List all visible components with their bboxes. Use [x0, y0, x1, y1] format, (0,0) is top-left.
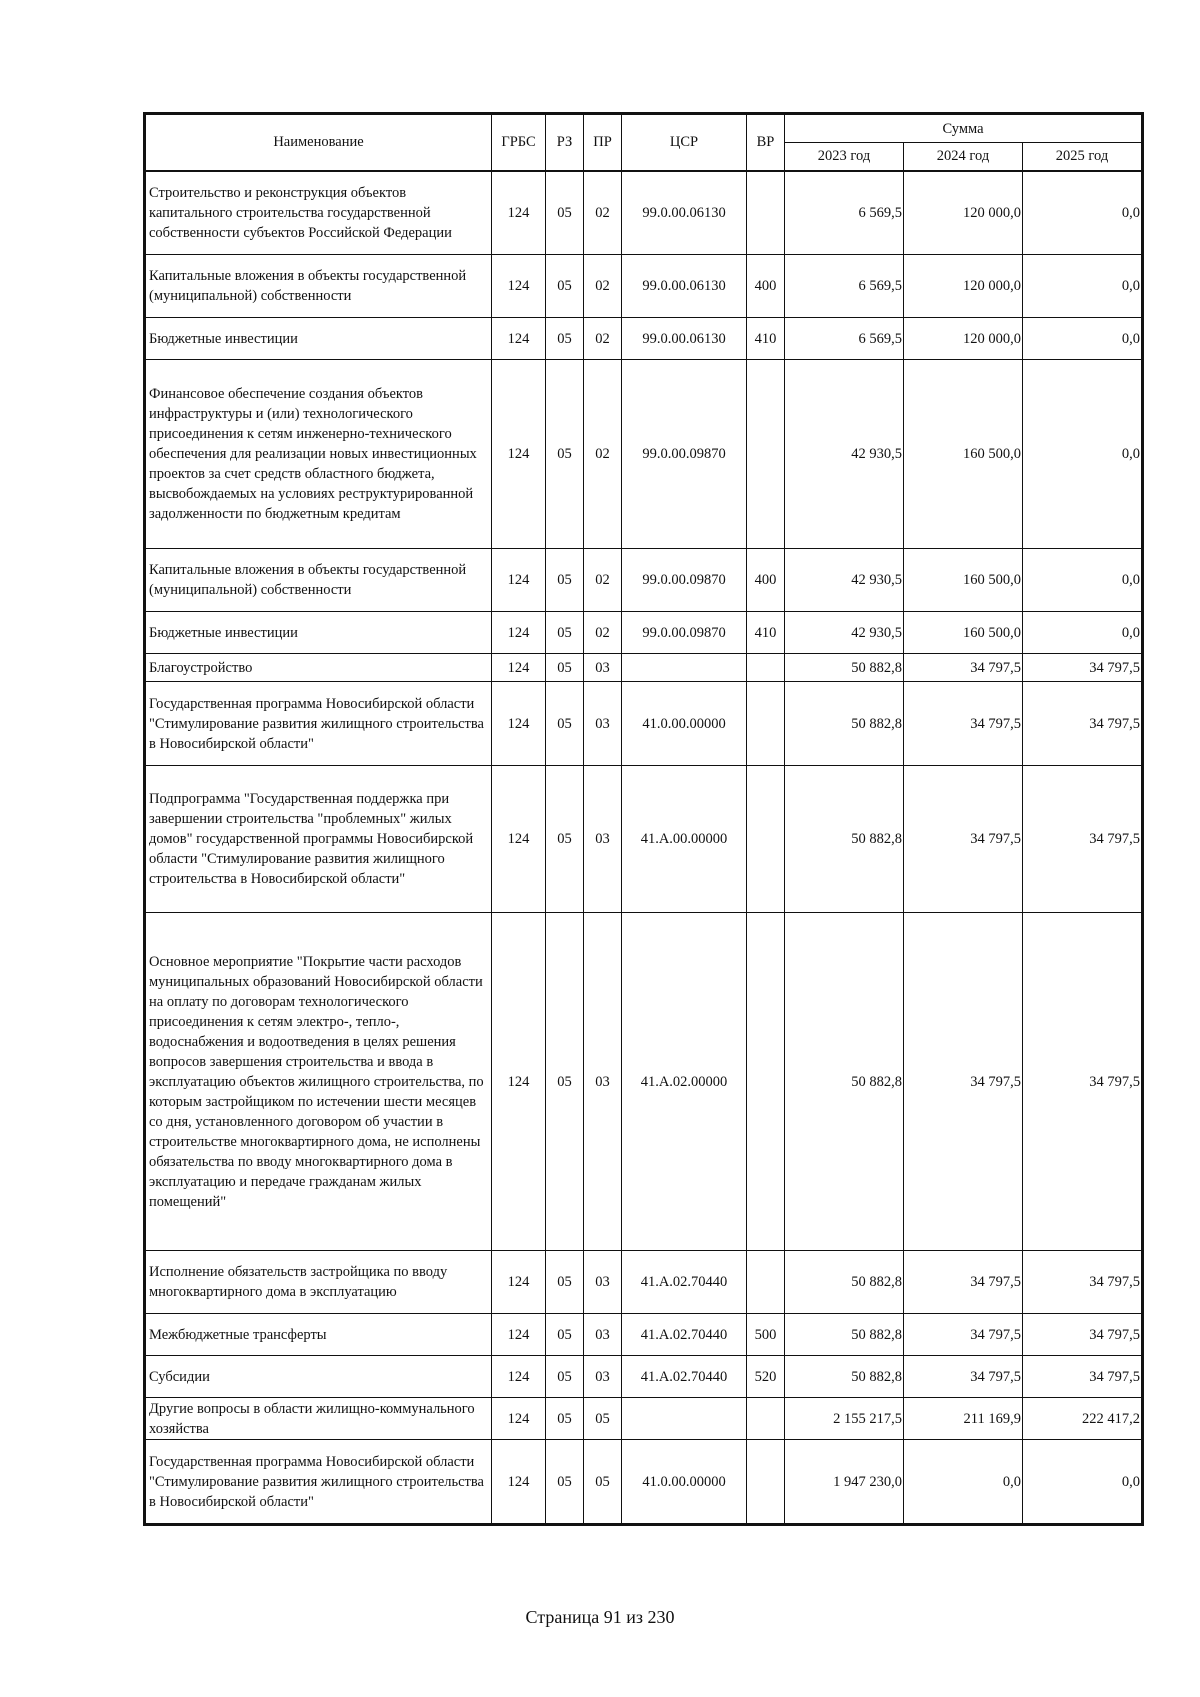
row-sum-2025: 34 797,5 [1023, 766, 1142, 913]
row-sum-2025: 0,0 [1023, 171, 1142, 255]
row-sum-2023: 50 882,8 [785, 1356, 904, 1398]
row-sum-2025: 34 797,5 [1023, 1356, 1142, 1398]
table-row [146, 1251, 1142, 1314]
row-pr: 02 [584, 360, 622, 549]
row-vr [747, 913, 785, 1251]
row-rz: 05 [546, 654, 584, 682]
row-vr [747, 766, 785, 913]
row-pr: 02 [584, 612, 622, 654]
header-grbs: ГРБС [492, 115, 546, 171]
row-sum-2023: 6 569,5 [785, 318, 904, 360]
row-sum-2024: 120 000,0 [904, 255, 1023, 318]
row-csr: 99.0.00.09870 [622, 360, 747, 549]
row-sum-2023: 1 947 230,0 [785, 1440, 904, 1524]
row-pr: 03 [584, 682, 622, 766]
table-row [146, 1440, 1142, 1524]
row-name: Капитальные вложения в объекты государственной (муниципальной) собственности [146, 549, 492, 612]
row-name: Капитальные вложения в объекты государственной (муниципальной) собственности [146, 255, 492, 318]
row-sum-2025: 34 797,5 [1023, 913, 1142, 1251]
table-row [146, 682, 1142, 766]
row-sum-2025: 0,0 [1023, 318, 1142, 360]
row-vr [747, 171, 785, 255]
row-csr: 41.А.02.70440 [622, 1356, 747, 1398]
row-rz: 05 [546, 255, 584, 318]
row-csr: 99.0.00.06130 [622, 255, 747, 318]
row-sum-2025: 34 797,5 [1023, 654, 1142, 682]
row-pr: 02 [584, 549, 622, 612]
row-sum-2025: 222 417,2 [1023, 1398, 1142, 1440]
row-grbs: 124 [492, 1356, 546, 1398]
row-name: Межбюджетные трансферты [146, 1314, 492, 1356]
row-sum-2025: 34 797,5 [1023, 682, 1142, 766]
row-csr: 99.0.00.06130 [622, 171, 747, 255]
row-pr: 02 [584, 255, 622, 318]
row-name: Основное мероприятие "Покрытие части расходов муниципальных образований Новосибирской области на оплату по договорам технологического присоединения к сетям электро-, тепло-, водоснабжения и водоотведения в целях решения вопросов завершения строительства и ввода в эксплуатацию объектов жилищного строительства, по которым застройщиком по истечении шести месяцев со дня, установленного договором об участии в строительстве многоквартирного дома, не исполнены обязательства по вводу многоквартирного дома в эксплуатацию и передаче гражданам жилых помещений" [146, 913, 492, 1251]
table-row [146, 913, 1142, 1251]
page-number: Страница 91 из 230 [525, 1607, 675, 1627]
table-row [146, 612, 1142, 654]
row-sum-2023: 2 155 217,5 [785, 1398, 904, 1440]
table-row [146, 360, 1142, 549]
row-sum-2023: 42 930,5 [785, 612, 904, 654]
row-pr: 02 [584, 171, 622, 255]
table-row [146, 171, 1142, 255]
row-grbs: 124 [492, 360, 546, 549]
row-grbs: 124 [492, 1314, 546, 1356]
row-name: Другие вопросы в области жилищно-коммунального хозяйства [146, 1398, 492, 1440]
row-rz: 05 [546, 913, 584, 1251]
row-vr: 400 [747, 255, 785, 318]
table-row [146, 766, 1142, 913]
row-sum-2024: 34 797,5 [904, 682, 1023, 766]
row-pr: 03 [584, 1251, 622, 1314]
row-csr: 99.0.00.09870 [622, 549, 747, 612]
row-sum-2023: 42 930,5 [785, 360, 904, 549]
header-vr: ВР [747, 115, 785, 171]
row-vr [747, 1440, 785, 1524]
row-vr [747, 1251, 785, 1314]
row-csr: 41.А.00.00000 [622, 766, 747, 913]
row-grbs: 124 [492, 913, 546, 1251]
header-csr: ЦСР [622, 115, 747, 171]
header-pr: ПР [584, 115, 622, 171]
row-grbs: 124 [492, 766, 546, 913]
row-sum-2024: 34 797,5 [904, 654, 1023, 682]
row-sum-2025: 0,0 [1023, 1440, 1142, 1524]
row-grbs: 124 [492, 1398, 546, 1440]
budget-table [145, 114, 1142, 1524]
row-sum-2023: 50 882,8 [785, 1314, 904, 1356]
row-csr: 41.А.02.00000 [622, 913, 747, 1251]
row-pr: 03 [584, 766, 622, 913]
table-row [146, 318, 1142, 360]
row-csr: 41.0.00.00000 [622, 1440, 747, 1524]
table-row [146, 1398, 1142, 1440]
header-year-2025: 2025 год [1023, 143, 1142, 171]
row-sum-2023: 50 882,8 [785, 1251, 904, 1314]
row-sum-2024: 211 169,9 [904, 1398, 1023, 1440]
row-pr: 02 [584, 318, 622, 360]
row-rz: 05 [546, 1314, 584, 1356]
row-rz: 05 [546, 549, 584, 612]
row-rz: 05 [546, 1356, 584, 1398]
row-pr: 05 [584, 1440, 622, 1524]
row-sum-2024: 34 797,5 [904, 1356, 1023, 1398]
table-row [146, 1314, 1142, 1356]
row-sum-2023: 6 569,5 [785, 255, 904, 318]
row-rz: 05 [546, 1251, 584, 1314]
row-sum-2024: 120 000,0 [904, 171, 1023, 255]
table-row [146, 1356, 1142, 1398]
header-row-top [146, 115, 1142, 143]
row-name: Субсидии [146, 1356, 492, 1398]
table-row [146, 654, 1142, 682]
row-sum-2024: 0,0 [904, 1440, 1023, 1524]
row-sum-2024: 34 797,5 [904, 1251, 1023, 1314]
row-vr: 400 [747, 549, 785, 612]
row-rz: 05 [546, 171, 584, 255]
row-rz: 05 [546, 682, 584, 766]
row-grbs: 124 [492, 682, 546, 766]
row-csr: 99.0.00.09870 [622, 612, 747, 654]
header-name: Наименование [146, 115, 492, 171]
row-sum-2025: 0,0 [1023, 360, 1142, 549]
row-grbs: 124 [492, 255, 546, 318]
row-sum-2023: 42 930,5 [785, 549, 904, 612]
row-sum-2024: 34 797,5 [904, 1314, 1023, 1356]
row-rz: 05 [546, 318, 584, 360]
row-name: Строительство и реконструкция объектов капитального строительства государственной собственности субъектов Российской Федерации [146, 171, 492, 255]
row-sum-2024: 34 797,5 [904, 766, 1023, 913]
row-name: Бюджетные инвестиции [146, 318, 492, 360]
row-name: Благоустройство [146, 654, 492, 682]
row-csr [622, 654, 747, 682]
table-row [146, 549, 1142, 612]
row-csr: 41.А.02.70440 [622, 1251, 747, 1314]
row-sum-2023: 6 569,5 [785, 171, 904, 255]
row-grbs: 124 [492, 549, 546, 612]
row-sum-2024: 120 000,0 [904, 318, 1023, 360]
row-grbs: 124 [492, 1251, 546, 1314]
row-sum-2024: 160 500,0 [904, 549, 1023, 612]
row-grbs: 124 [492, 612, 546, 654]
row-grbs: 124 [492, 1440, 546, 1524]
row-sum-2023: 50 882,8 [785, 682, 904, 766]
row-pr: 05 [584, 1398, 622, 1440]
row-name: Подпрограмма "Государственная поддержка при завершении строительства "проблемных" жилых домов" государственной программы Новосибирской области "Стимулирование развития жилищного строительства в Новосибирской области" [146, 766, 492, 913]
row-rz: 05 [546, 1440, 584, 1524]
row-csr: 41.0.00.00000 [622, 682, 747, 766]
row-csr [622, 1398, 747, 1440]
row-sum-2025: 0,0 [1023, 612, 1142, 654]
header-sum: Сумма [785, 115, 1142, 143]
row-rz: 05 [546, 1398, 584, 1440]
row-grbs: 124 [492, 171, 546, 255]
row-rz: 05 [546, 766, 584, 913]
row-csr: 99.0.00.06130 [622, 318, 747, 360]
header-year-2023: 2023 год [785, 143, 904, 171]
row-name: Финансовое обеспечение создания объектов инфраструктуры и (или) технологического присоединения к сетям инженерно-технического обеспечения для реализации новых инвестиционных проектов за счет средств областного бюджета, высвобождаемых на условиях реструктурированной задолженности по бюджетным кредитам [146, 360, 492, 549]
row-name: Государственная программа Новосибирской области "Стимулирование развития жилищного строительства в Новосибирской области" [146, 682, 492, 766]
row-sum-2024: 34 797,5 [904, 913, 1023, 1251]
row-rz: 05 [546, 360, 584, 549]
row-name: Государственная программа Новосибирской области "Стимулирование развития жилищного строительства в Новосибирской области" [146, 1440, 492, 1524]
table-body [146, 171, 1142, 1524]
row-grbs: 124 [492, 318, 546, 360]
row-grbs: 124 [492, 654, 546, 682]
row-name: Исполнение обязательств застройщика по вводу многоквартирного дома в эксплуатацию [146, 1251, 492, 1314]
header-rz: РЗ [546, 115, 584, 171]
table-row [146, 255, 1142, 318]
row-sum-2024: 160 500,0 [904, 360, 1023, 549]
header-year-2024: 2024 год [904, 143, 1023, 171]
row-pr: 03 [584, 1356, 622, 1398]
row-sum-2025: 34 797,5 [1023, 1251, 1142, 1314]
row-sum-2023: 50 882,8 [785, 766, 904, 913]
row-csr: 41.А.02.70440 [622, 1314, 747, 1356]
row-sum-2024: 160 500,0 [904, 612, 1023, 654]
row-vr: 410 [747, 612, 785, 654]
row-pr: 03 [584, 913, 622, 1251]
row-vr: 500 [747, 1314, 785, 1356]
row-vr [747, 682, 785, 766]
row-vr: 410 [747, 318, 785, 360]
row-name: Бюджетные инвестиции [146, 612, 492, 654]
row-pr: 03 [584, 654, 622, 682]
row-sum-2023: 50 882,8 [785, 654, 904, 682]
row-pr: 03 [584, 1314, 622, 1356]
row-sum-2025: 0,0 [1023, 549, 1142, 612]
row-rz: 05 [546, 612, 584, 654]
row-vr [747, 360, 785, 549]
row-vr [747, 1398, 785, 1440]
row-vr [747, 654, 785, 682]
row-sum-2023: 50 882,8 [785, 913, 904, 1251]
row-sum-2025: 0,0 [1023, 255, 1142, 318]
row-sum-2025: 34 797,5 [1023, 1314, 1142, 1356]
row-vr: 520 [747, 1356, 785, 1398]
